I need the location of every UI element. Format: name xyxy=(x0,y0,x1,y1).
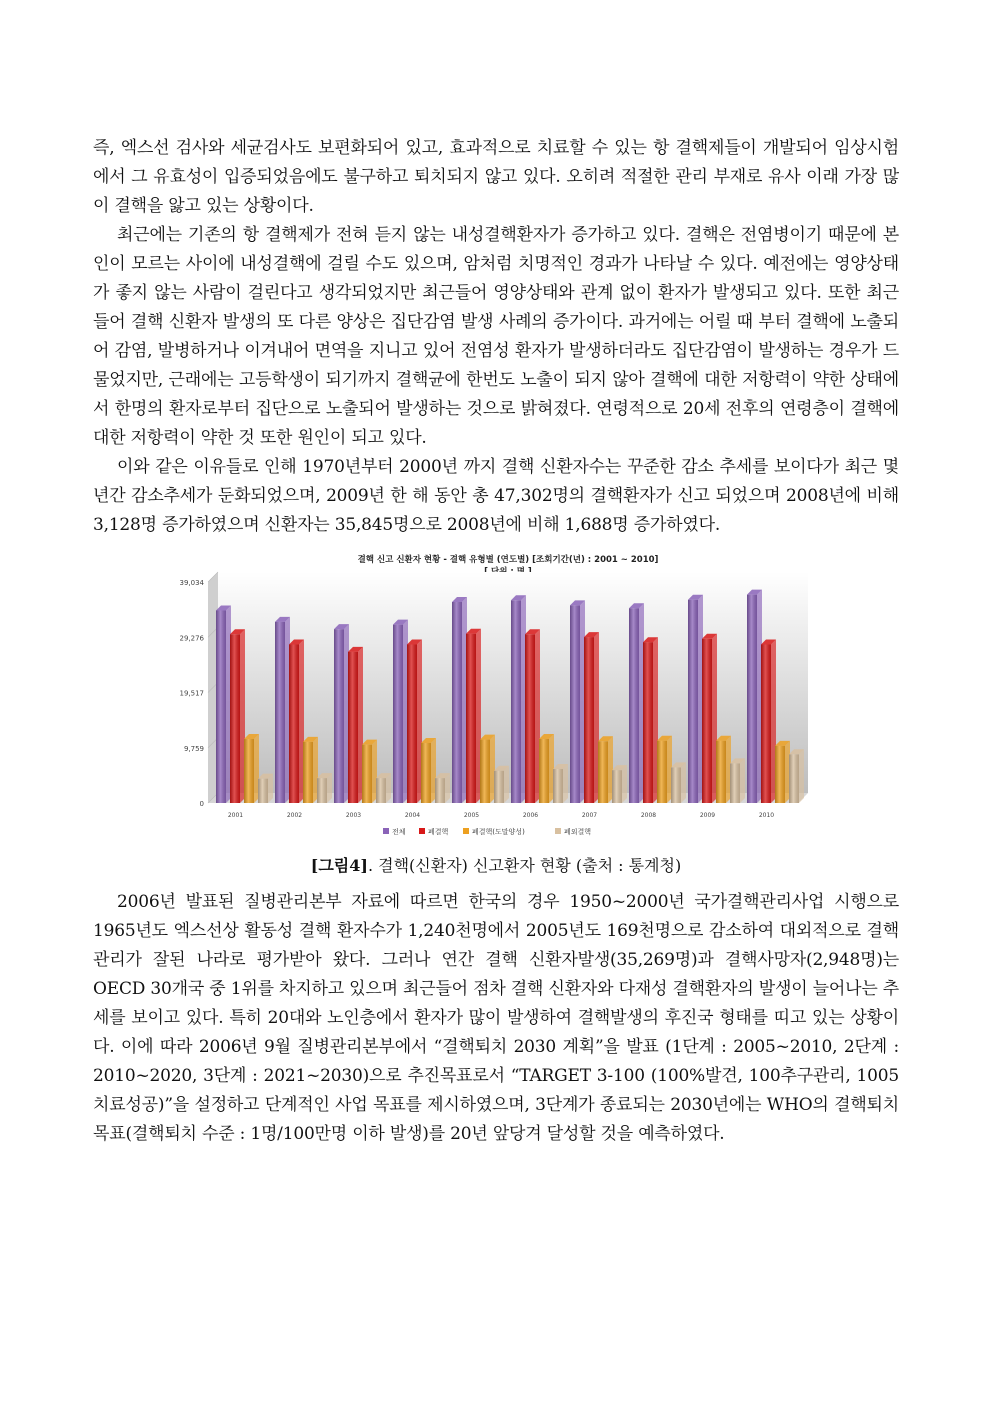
legend-label: 전체 xyxy=(392,828,406,836)
bar xyxy=(435,773,450,803)
x-tick-label: 2001 xyxy=(227,812,244,819)
bar-side xyxy=(740,758,745,803)
bar xyxy=(584,632,599,803)
bar-shade xyxy=(761,644,771,803)
bar-shade xyxy=(775,746,785,803)
bar xyxy=(362,740,377,803)
bar-shade xyxy=(511,600,521,803)
bar-shade xyxy=(393,625,403,803)
plot-area xyxy=(180,572,809,819)
bar-side xyxy=(622,765,627,803)
bar xyxy=(775,741,790,803)
bar xyxy=(702,634,717,803)
bar-shade xyxy=(730,763,740,803)
bar-side xyxy=(386,773,391,803)
x-tick-label: 2003 xyxy=(345,812,362,819)
bar-shade xyxy=(466,634,476,803)
bar-shade xyxy=(289,644,299,803)
bar xyxy=(494,766,509,803)
bar-side xyxy=(681,762,686,803)
bar xyxy=(747,590,762,803)
bar xyxy=(539,734,554,803)
bar xyxy=(244,734,259,803)
bar xyxy=(216,606,231,803)
bar xyxy=(480,735,495,803)
paragraph: 이와 같은 이유들로 인해 1970년부터 2000년 까지 결핵 신환자수는 꾸준한 감소 추세를 보이다가 최근 몇 년간 감소추세가 둔화되었으며, 2009년 한 해 동안 총 47,302명의 결핵환자가 신고 되었으며 2008년에 비해 3,128명 증가하였으며 신환자는 35,845명으로 2008년에 비해 1,688명 증가하였다. xyxy=(93,457,899,535)
bar-side xyxy=(504,766,509,803)
bar xyxy=(421,738,436,803)
bar-side xyxy=(445,773,450,803)
bar-shade xyxy=(348,652,358,803)
figure-label: [그림4] xyxy=(310,856,368,875)
bar-shade xyxy=(584,637,594,803)
bar xyxy=(688,595,703,803)
bar xyxy=(230,629,245,803)
bar-shade xyxy=(671,767,681,803)
paragraph: 최근에는 기존의 항 결핵제가 전혀 듣지 않는 내성결핵환자가 증가하고 있다. 결핵은 전염병이기 때문에 본인이 모르는 사이에 내성결핵에 걸릴 수도 있으며, 암처럼 치명적인 경과가 나타날 수 있다. 예전에는 영양상태가 좋지 않는 사람이 걸린다고 생각되었지만 최근들어 영양상태와 관계 없이 환자가 발생되고 있다. 또한 최근 들어 결핵 신환자 발생의 또 다른 양상은 집단감염 발생 사례의 증가이다. 과거에는 어릴 때 부터 결핵에 노출되어 감염, 발병하거나 이겨내어 면역을 지니고 있어 전염성 환자가 발생하더라도 집단감염이 발생하는 경우가 드물었지만, 근래에는 고등학생이 되기까지 결핵균에 한번도 노출이 되지 않아 결핵에 대한 저항력이 약한 상태에서 한명의 환자로부터 집단으로 노출되어 발생하는 것으로 밝혀졌다. 연령적으로 20세 전후의 연령층이 결핵에 대한 저항력이 약한 것 또한 원인이 되고 있다. xyxy=(93,225,899,448)
bar xyxy=(612,765,627,803)
bar-shade xyxy=(688,600,698,803)
bar-shade xyxy=(421,743,431,803)
bar xyxy=(761,639,776,803)
x-tick-label: 2009 xyxy=(699,812,716,819)
bar xyxy=(570,600,585,803)
bar xyxy=(553,764,568,803)
figure-caption xyxy=(93,854,899,878)
bar-shade xyxy=(362,745,372,803)
x-tick-label: 2005 xyxy=(463,812,480,819)
bar xyxy=(348,647,363,803)
bar xyxy=(629,603,644,803)
bar xyxy=(317,773,332,803)
bar xyxy=(730,758,745,803)
bar xyxy=(303,737,318,803)
bar xyxy=(671,762,686,803)
bar xyxy=(789,749,804,803)
x-tick-label: 2008 xyxy=(640,812,657,819)
bar-shade xyxy=(334,629,344,803)
bar-shade xyxy=(657,741,667,803)
y-tick-label: 9,759 xyxy=(183,744,204,753)
bar-shade xyxy=(275,622,285,803)
bar-shade xyxy=(258,779,268,803)
bar-side xyxy=(268,774,273,803)
x-tick-label: 2006 xyxy=(522,812,539,819)
figure-caption-text: . 결핵(신환자) 신고환자 현황 (출처 : 통계청) xyxy=(367,856,682,875)
bar xyxy=(258,774,273,803)
bar-shade xyxy=(452,602,462,803)
x-tick-label: 2007 xyxy=(581,812,598,819)
bar-shade xyxy=(230,634,240,803)
bar-shade xyxy=(480,740,490,803)
x-tick-label: 2004 xyxy=(404,812,421,819)
bar-shade xyxy=(407,644,417,803)
bar-side xyxy=(563,764,568,803)
bar-shade xyxy=(376,778,386,803)
paragraph: 즉, 엑스선 검사와 세균검사도 보편화되어 있고, 효과적으로 치료할 수 있는 항 결핵제들이 개발되어 임상시험에서 그 유효성이 입증되었음에도 불구하고 퇴치되지 않고 있다. 오히려 적절한 관리 부재로 유사 이래 가장 많이 결핵을 앓고 있는 상황이다. xyxy=(93,138,899,216)
legend-swatch xyxy=(419,828,425,834)
bar-shade xyxy=(435,778,445,803)
bar xyxy=(407,639,422,803)
bar xyxy=(393,620,408,803)
document-page xyxy=(93,134,899,1149)
bar xyxy=(643,637,658,803)
bar-shade xyxy=(643,642,653,803)
bar xyxy=(376,773,391,803)
bar-shade xyxy=(747,595,757,803)
bar xyxy=(598,736,613,803)
y-tick-label: 29,276 xyxy=(179,634,204,643)
y-tick-label: 19,517 xyxy=(179,689,204,698)
bar-shade xyxy=(553,769,563,803)
bar xyxy=(716,736,731,803)
legend-label: 폐외결핵 xyxy=(564,828,592,836)
bar-shade xyxy=(789,754,799,803)
bar-shade xyxy=(702,639,712,803)
bar xyxy=(289,639,304,803)
bar-shade xyxy=(598,741,608,803)
chart-svg xyxy=(93,548,899,848)
chart-legend xyxy=(383,827,591,836)
legend-label: 폐결핵 xyxy=(428,828,449,836)
legend-label: 폐결핵(도말양성) xyxy=(472,828,525,836)
bar-shade xyxy=(629,608,639,803)
bar xyxy=(452,597,467,803)
bar-shade xyxy=(539,739,549,803)
bar-side xyxy=(327,773,332,803)
bar-shade xyxy=(317,778,327,803)
chart-title: 결핵 신고 신환자 현황 - 결핵 유형별 (연도별) [조회기간(년) : 2001 ~ 2010] xyxy=(357,555,659,565)
bar-side xyxy=(799,749,804,803)
bar-shade xyxy=(525,634,535,803)
paragraph: 2006년 발표된 질병관리본부 자료에 따르면 한국의 경우 1950~2000년 국가결핵관리사업 시행으로 1965년도 엑스선상 활동성 결핵 환자수가 1,240천명에서 2005년도 169천명으로 감소하여 대외적으로 결핵관리가 잘된 나라로 평가받아 왔다. 그러나 연간 결핵 신환자발생(35,269명)과 결핵사망자(2,948명)는 OECD 30개국 중 1위를 차지하고 있으며 최근들어 점차 결핵 신환자와 다재성 결핵환자의 발생이 늘어나는 추세를 보이고 있다. 특히 20대와 노인층에서 환자가 많이 발생하여 결핵발생의 후진국 형태를 띠고 있는 상황이다. 이에 따라 2006년 9월 질병관리본부에서 “결핵퇴치 2030 계획”을 발표 (1단계 : 2005~2010, 2단계 : 2010~2020, 3단계 : 2021~2030)으로 추진목표로서 “TARGET 3-100 (100%발견, 100추구관리, 1005치료성공)”을 설정하고 단계적인 사업 목표를 제시하였으며, 3단계가 종료되는 2030년에는 WHO의 결핵퇴치목표(결핵퇴치 수준 : 1명/100만명 이하 발생)를 20년 앞당겨 달성할 것을 예측하였다. xyxy=(93,892,899,1144)
bar xyxy=(657,736,672,803)
bar-shade xyxy=(244,739,254,803)
bar xyxy=(334,624,349,803)
bar xyxy=(275,617,290,803)
bar-shade xyxy=(716,741,726,803)
legend-swatch xyxy=(463,828,469,834)
legend-swatch xyxy=(555,828,561,834)
bar-shade xyxy=(570,605,580,803)
x-tick-label: 2002 xyxy=(286,812,303,819)
legend-swatch xyxy=(383,828,389,834)
bar-shade xyxy=(494,771,504,803)
x-tick-label: 2010 xyxy=(758,812,775,819)
tb-bar-chart xyxy=(93,548,899,848)
bar xyxy=(525,629,540,803)
bar-shade xyxy=(612,770,622,803)
bar-shade xyxy=(303,742,313,803)
y-tick-label: 39,034 xyxy=(179,579,204,587)
bar xyxy=(466,629,481,803)
y-tick-label: 0 xyxy=(199,800,204,808)
bar xyxy=(511,595,526,803)
bar-shade xyxy=(216,611,226,803)
